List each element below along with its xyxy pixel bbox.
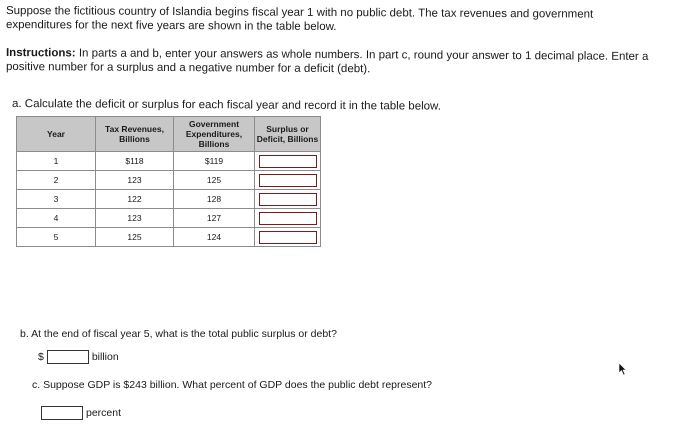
year-cell: 3 xyxy=(17,190,96,209)
percent-gdp-input[interactable] xyxy=(41,406,83,420)
revenue-expenditure-table xyxy=(16,116,321,247)
surplus-cell xyxy=(255,228,321,247)
surplus-input-year-2[interactable] xyxy=(259,174,317,187)
total-debt-input[interactable] xyxy=(47,350,89,364)
part-c-question: c. Suppose GDP is $243 billion. What percent of GDP does the public debt represent? xyxy=(32,379,433,391)
gov-cell: 125 xyxy=(174,171,255,190)
mouse-pointer-icon xyxy=(618,362,626,376)
tax-cell: 125 xyxy=(96,228,174,247)
intro-line-2: expenditures for the next five years are shown in the table below. xyxy=(5,19,337,34)
surplus-input-year-4[interactable] xyxy=(259,212,317,225)
intro-line-1: Suppose the fictitious country of Islandia begins fiscal year 1 with no public debt. The tax revenues and government xyxy=(5,5,594,21)
header-tax-revenues: Tax Revenues, Billions xyxy=(96,117,174,152)
year-cell: 1 xyxy=(17,152,96,171)
surplus-input-year-5[interactable] xyxy=(259,231,317,244)
gov-cell: $119 xyxy=(174,152,255,171)
header-year: Year xyxy=(17,117,96,152)
gov-cell: 124 xyxy=(174,228,255,247)
tax-cell: 123 xyxy=(96,209,174,228)
surplus-input-year-3[interactable] xyxy=(259,193,317,206)
tax-cell: 123 xyxy=(96,171,174,190)
gov-cell: 127 xyxy=(174,209,255,228)
table-row xyxy=(17,152,321,171)
table-row xyxy=(17,209,321,228)
header-government-expenditures: Government Expenditures, Billions xyxy=(174,117,255,152)
instructions-text: In parts a and b, enter your answers as whole numbers. In part c, round your answer to 1 decimal place. Enter a xyxy=(75,47,649,63)
surplus-cell xyxy=(255,152,321,171)
gov-cell: 128 xyxy=(174,190,255,209)
part-b-answer-row xyxy=(38,350,119,364)
surplus-input-year-1[interactable] xyxy=(259,155,317,168)
percent-label: percent xyxy=(86,407,122,419)
part-a-question: a. Calculate the deficit or surplus for each fiscal year and record it in the table below. xyxy=(11,98,441,113)
header-surplus-deficit: Surplus or Deficit, Billions xyxy=(255,117,321,152)
surplus-cell xyxy=(255,190,321,209)
billion-label: billion xyxy=(91,351,119,363)
tax-cell: $118 xyxy=(96,152,174,171)
instructions-line-2: positive number for a surplus and a negative number for a deficit (debt). xyxy=(5,61,371,76)
instructions-label: Instructions: xyxy=(5,47,76,60)
year-cell: 2 xyxy=(17,171,96,190)
year-cell: 5 xyxy=(17,228,96,247)
surplus-cell xyxy=(255,209,321,228)
table-row xyxy=(17,190,321,209)
surplus-cell xyxy=(255,171,321,190)
table-row xyxy=(17,228,321,247)
part-b-question: b. At the end of fiscal year 5, what is the total public surplus or debt? xyxy=(20,328,337,340)
tax-cell: 122 xyxy=(96,190,174,209)
year-cell: 4 xyxy=(17,209,96,228)
table-row xyxy=(17,171,321,190)
part-c-answer-row xyxy=(38,406,121,420)
dollar-sign: $ xyxy=(38,351,44,363)
